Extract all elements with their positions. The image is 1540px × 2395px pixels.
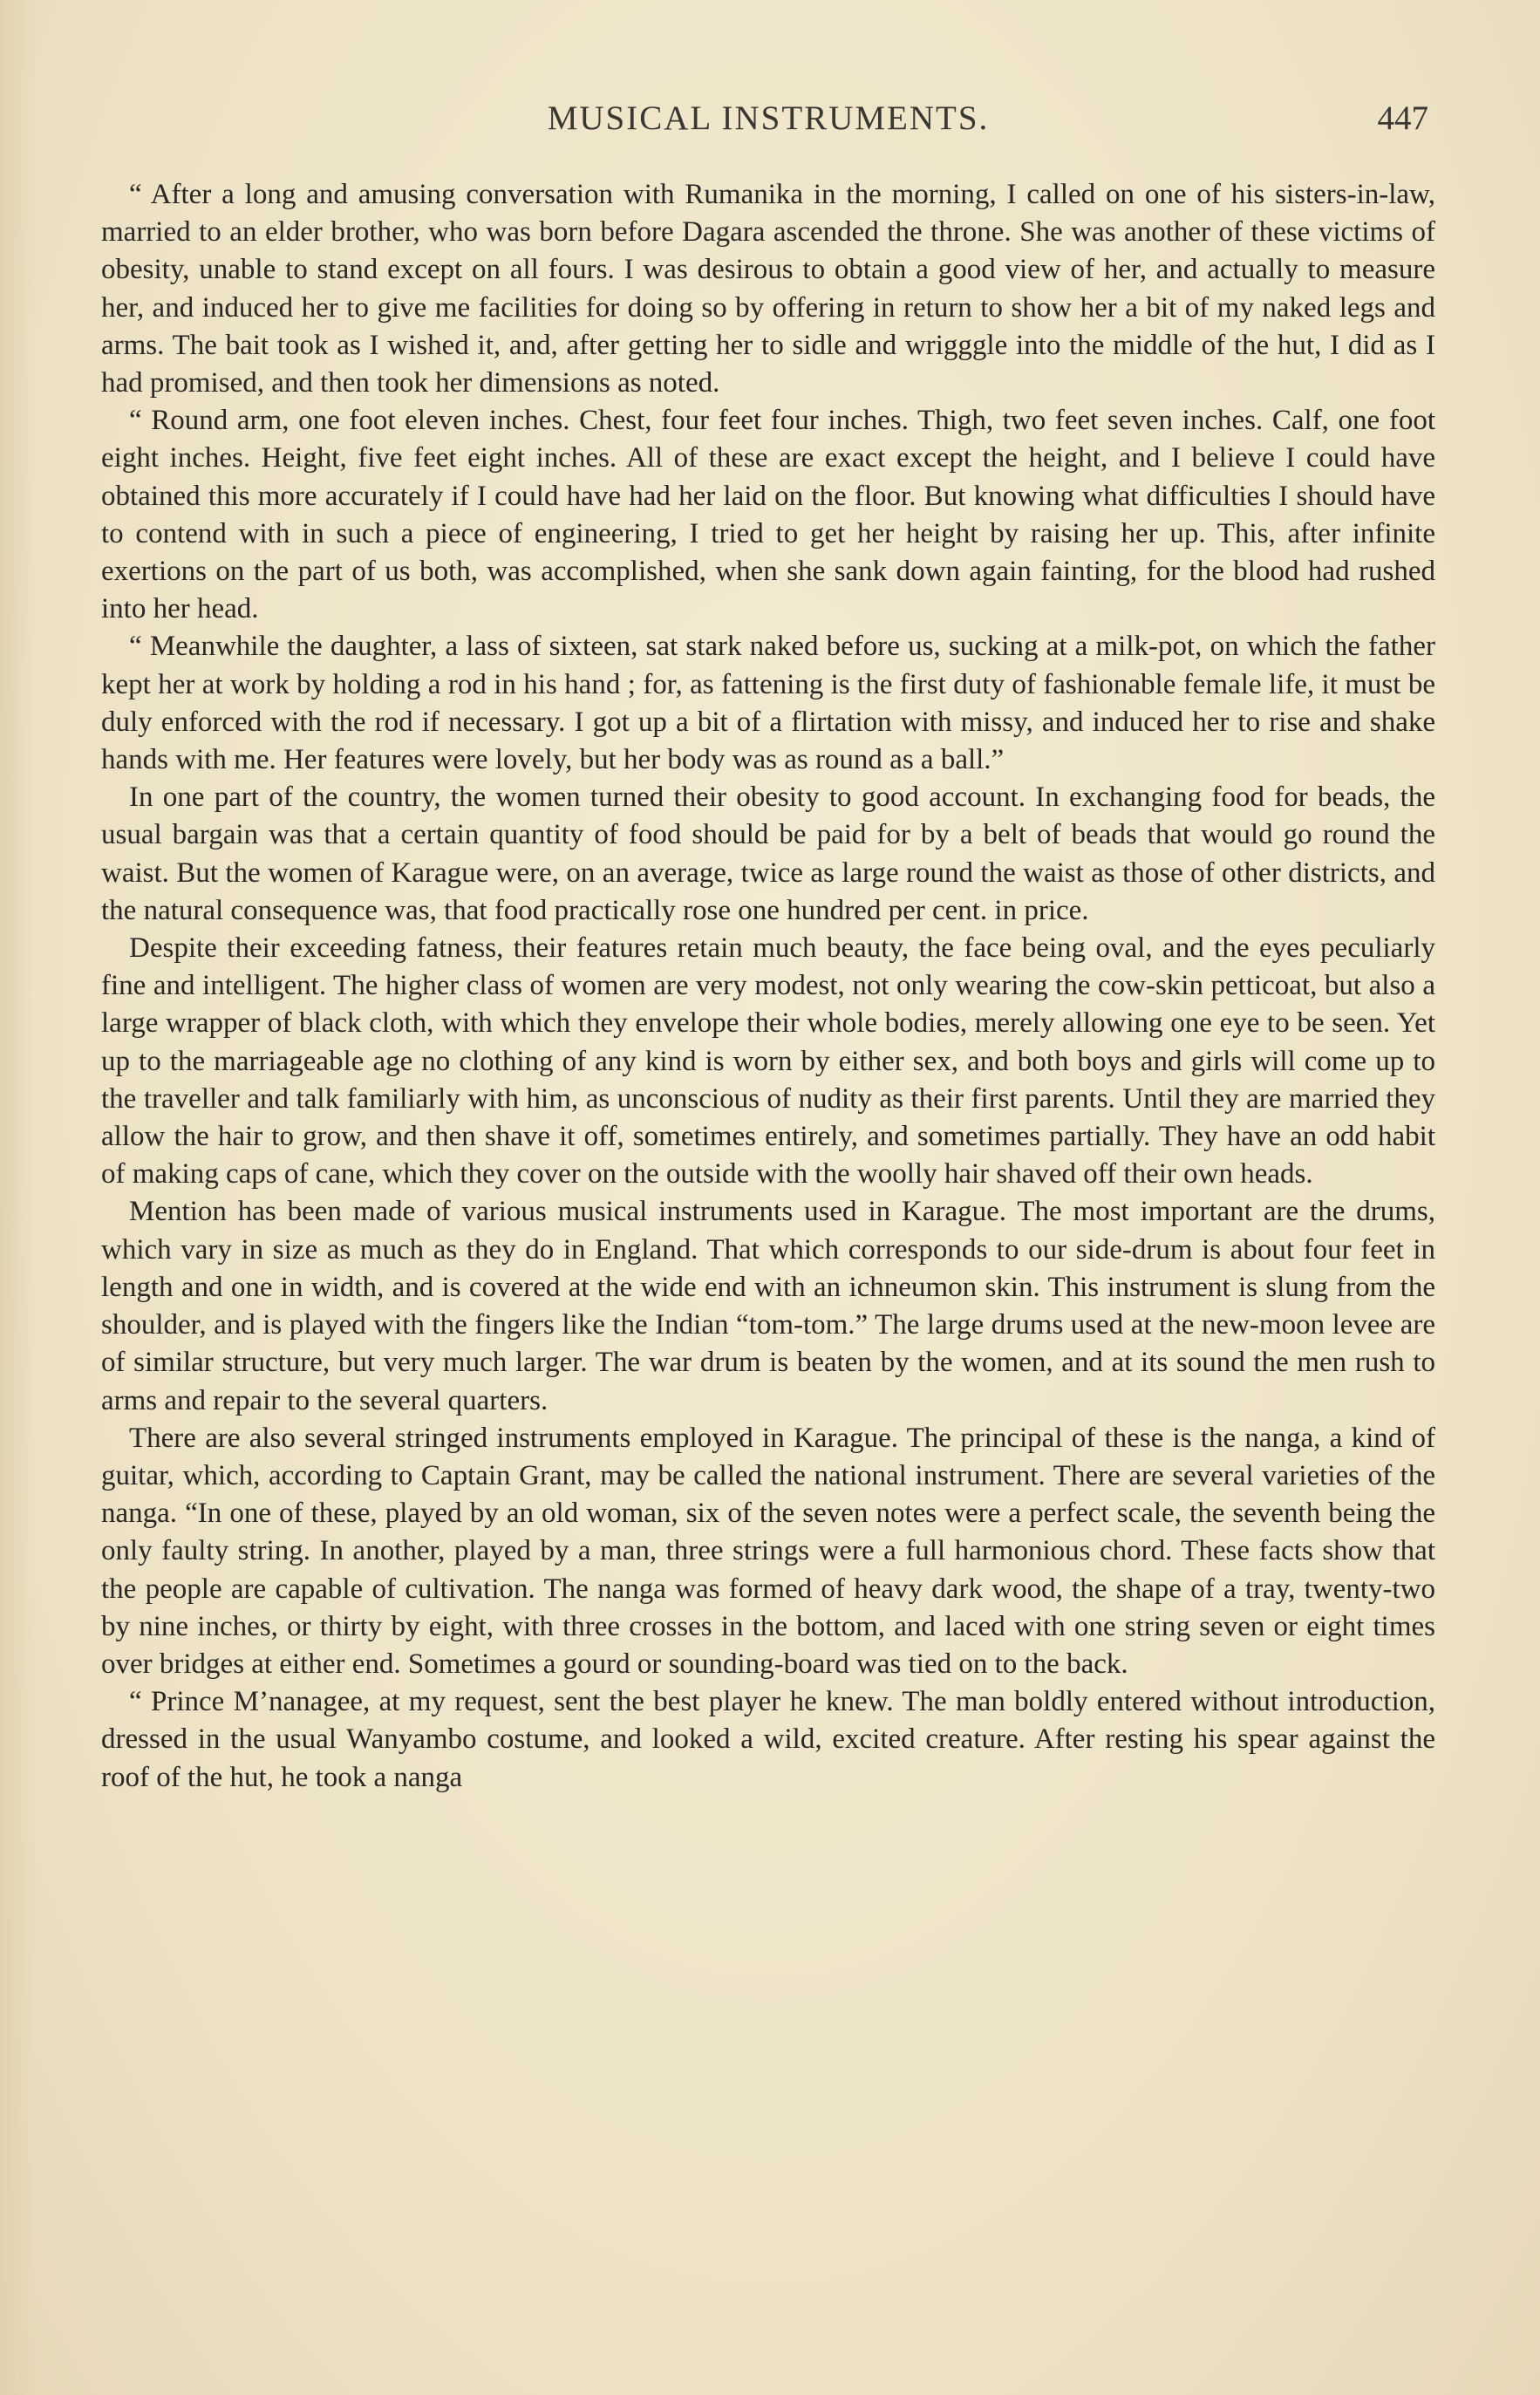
paragraph: “ Prince M’nanagee, at my request, sent the best player he knew. The man boldly entered without introduction, dressed in the usual Wanyambo costume, and looked a wild, excited creature. After resting his spear against the roof of the hut, he took a nanga bbox=[101, 1686, 1435, 1793]
paragraph: There are also several stringed instruments employed in Karague. The principal of these is the nanga, a kind of guitar, which, according to Captain Grant, may be called the national instrument. There are several varieties of the nanga. “In one of these, played by an old woman, six of the seven notes were a perfect scale, the seventh being the only faulty string. In another, played by a man, three strings were a full harmonious chord. These facts show that the people are capable of cultivation. The nanga was formed of heavy dark wood, the shape of a tray, twenty-two by nine inches, or thirty by eight, with three crosses in the bottom, and laced with one string seven or eight times over bridges at either end. Sometimes a gourd or sounding-board was tied on to the back. bbox=[101, 1422, 1435, 1680]
page-number: 447 bbox=[1377, 99, 1428, 137]
page-gutter-shadow bbox=[0, 0, 35, 2395]
paragraph: Despite their exceeding fatness, their features retain much beauty, the face being oval, and the eyes peculiarly fine and intelligent. The higher class of women are very modest, not only wearing the cow-skin petticoat, but also a large wrapper of black cloth, with which they envelope their whole bodies, merely allowing one eye to be seen. Yet up to the marriageable age no clothing of any kind is worn by either sex, and both boys and girls will come up to the traveller and talk familiarly with him, as unconscious of nudity as their first parents. Until they are married they allow the hair to grow, and then shave it off, sometimes entirely, and sometimes partially. They have an odd habit of making caps of cane, which they cover on the outside with the woolly hair shaved off their own heads. bbox=[101, 932, 1435, 1191]
paragraph: Mention has been made of various musical instruments used in Karague. The most important are the drums, which vary in size as much as they do in England. That which corresponds to our side-drum is about four feet in length and one in width, and is covered at the wide end with an ichneumon skin. This instrument is slung from the shoulder, and is played with the fingers like the Indian “tom-tom.” The large drums used at the new-moon levee are of similar structure, but very much larger. The war drum is beaten by the women, and at its sound the men rush to arms and repair to the several quarters. bbox=[101, 1196, 1435, 1416]
paragraph: “ After a long and amusing conversation with Rumanika in the morning, I called on one of his sisters-in-law, married to an elder brother, who was born before Dagara ascended the throne. She was another of these victims of obesity, unable to stand except on all fours. I was desirous to obtain a good view of her, and actually to measure her, and induced her to give me facilities for doing so by offering in return to show her a bit of my naked legs and arms. The bait took as I wished it, and, after getting her to sidle and wrigggle into the middle of the hut, I did as I had promised, and then took her dimensions as noted. bbox=[101, 179, 1435, 399]
body-text bbox=[101, 176, 1435, 1797]
paragraph: “ Meanwhile the daughter, a lass of sixteen, sat stark naked before us, sucking at a milk-pot, on which the father kept her at work by holding a rod in his hand ; for, as fattening is the first duty of fashionable female life, it must be duly enforced with the rod if necessary. I got up a bit of a flirtation with missy, and induced her to rise and shake hands with me. Her features were lovely, but her body was as round as a ball.” bbox=[101, 631, 1435, 776]
paragraph: In one part of the country, the women turned their obesity to good account. In exchanging food for beads, the usual bargain was that a certain quantity of food should be paid for by a belt of beads that would go round the waist. But the women of Karague were, on an average, twice as large round the waist as those of other districts, and the natural consequence was, that food practically rose one hundred per cent. in price. bbox=[101, 781, 1435, 926]
page-header bbox=[101, 94, 1435, 143]
running-head: MUSICAL INSTRUMENTS. bbox=[547, 99, 990, 137]
paragraph: “ Round arm, one foot eleven inches. Chest, four feet four inches. Thigh, two feet seven inches. Calf, one foot eight inches. Height, five feet eight inches. All of these are exact except the height, and I believe I could have obtained this more accurately if I could have had her laid on the floor. But knowing what difficulties I should have to contend with in such a piece of engineering, I tried to get her height by raising her up. This, after infinite exertions on the part of us both, was accomplished, when she sank down again fainting, for the blood had rushed into her head. bbox=[101, 405, 1435, 625]
